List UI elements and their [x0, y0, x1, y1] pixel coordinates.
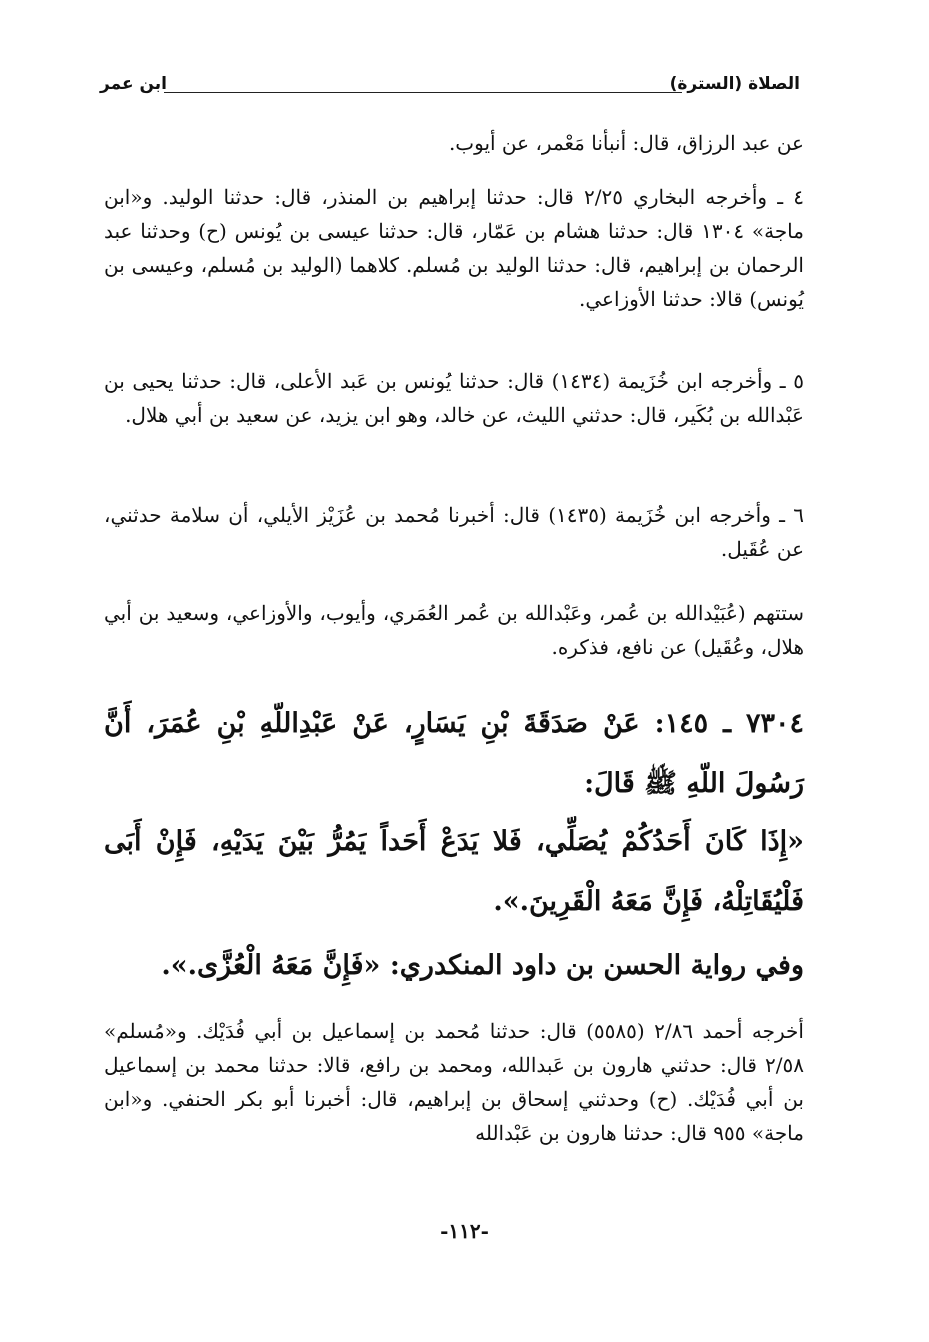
paragraph-summary: ستتهم (عُبَيْدالله بن عُمر، وعَبْدالله بن عُمر العُمَري، وأيوب، والأوزاعي، وسعيد بن أبي هلال، وعُقَيل) عن نافع، فذكره. [104, 601, 804, 659]
paragraph-source-6: ٦ ـ وأخرجه ابن خُزَيمة (١٤٣٥) قال: أخبرنا مُحمد بن عُزَيْز الأيلي، أن سلامة حدثني، عن عُقَيل. [104, 503, 805, 561]
paragraph-takhrij: أخرجه أحمد ٢/٨٦ (٥٥٨٥) قال: حدثنا مُحمد بن إسماعيل بن أبي فُدَيْك. و«مُسلم» ٢/٥٨ قال: حدثني هارون بن عَبدالله، ومحمد بن رافع، قالا: حدثنا محمد بن إسماعيل بن أبي فُدَيْك. (ح) وحدثني إسحاق بن إبراهيم، قال: أخبرنا أبو بكر الحنفي. و«ابن ماجة» ٩٥٥ قال: حدثنا هارون بن عَبْدالله [104, 1019, 804, 1145]
hadith-text: «إِذَا كَانَ أَحَدُكُمْ يُصَلِّي، فَلا يَدَعْ أَحَداً يَمُرُّ بَيْنَ يَدَيْهِ، فَإِنْ أَبَى فَلْيُقَاتِلْهُ، فَإِنَّ مَعَهُ الْقَرِينَ.». [104, 826, 804, 917]
section-title: ابن عمر [100, 74, 168, 94]
paragraph-source-5: ٥ ـ وأخرجه ابن خُزَيمة (١٤٣٤) قال: حدثنا يُونس بن عَبد الأعلى، قال: حدثنا يحيى بن عَبْدالله بن بُكَير، قال: حدثني الليث، عن خالد، وهو ابن يزيد، عن سعيد بن أبي هلال. [104, 369, 804, 427]
hadith-intro: ٧٣٠٤ ـ ١٤٥: عَنْ صَدَقَةَ بْنِ يَسَارٍ، عَنْ عَبْدِاللّهِ بْنِ عُمَرَ، أَنَّ رَسُولَ اللّهِ ﷺ قَالَ: [104, 708, 804, 799]
chapter-title: الصلاة (السترة) [669, 74, 800, 94]
paragraph-chain-end: عن عبد الرزاق، قال: أنبأنا مَعْمر، عن أيوب. [448, 131, 804, 155]
page-number: -١١٢- [440, 1219, 489, 1243]
hadith-variant: وفي رواية الحسن بن داود المنكدري: «فَإِنَّ مَعَهُ الْعُزَّى.». [161, 950, 804, 981]
running-header [100, 74, 800, 108]
paragraph-source-4: ٤ ـ وأخرجه البخاري ٢/٢٥ قال: حدثنا إبراهيم بن المنذر، قال: حدثنا الوليد. و«ابن ماجة» ١٣٠٤ قال: حدثنا هشام بن عَمّار، قال: حدثنا عيسى بن يُونس (ح) وحدثنا عبد الرحمان بن إبراهيم، قال: حدثنا الوليد بن مُسلم. كلاهما (الوليد بن مُسلم، وعيسى بن يُونس) قالا: حدثنا الأوزاعي. [104, 185, 804, 311]
header-rule [164, 92, 682, 93]
